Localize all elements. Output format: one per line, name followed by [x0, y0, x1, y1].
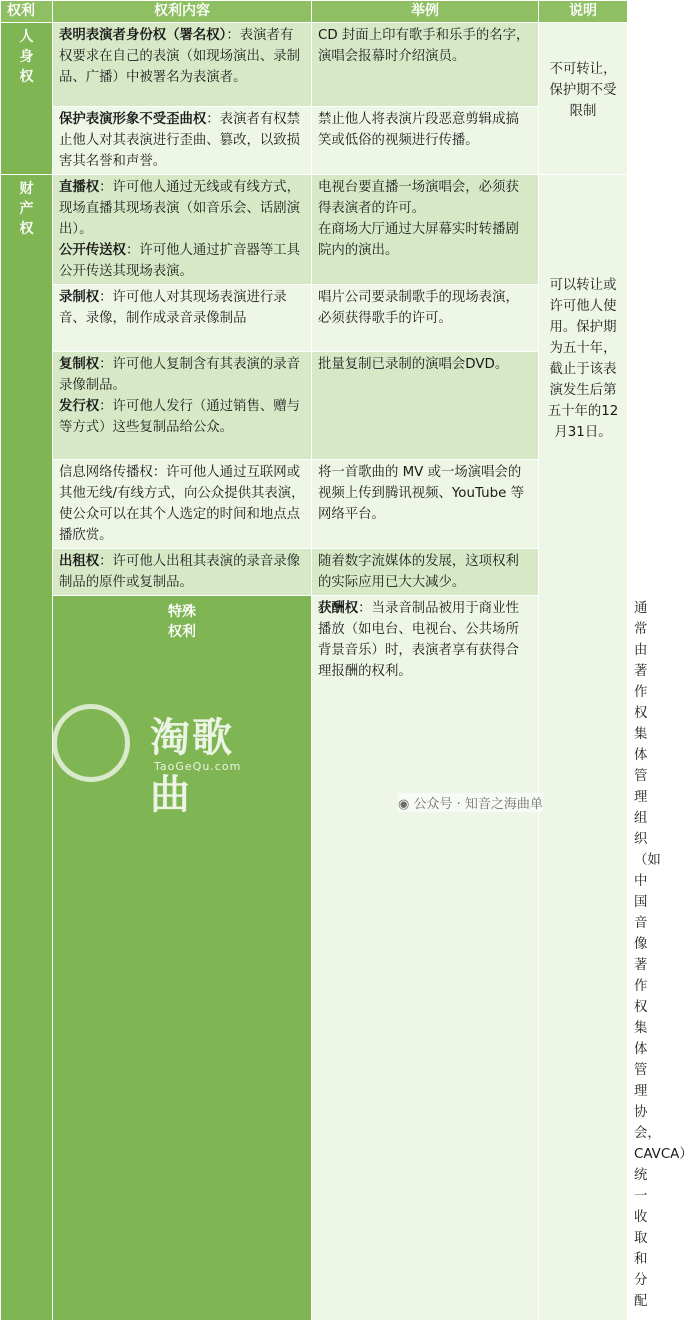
right-content	[53, 352, 312, 460]
right-example: 随着数字流媒体的发展，这项权利的实际应用已大大减少。	[312, 549, 539, 596]
header-note: 说明	[539, 1, 628, 23]
table-row	[1, 352, 628, 460]
table-row	[1, 107, 628, 175]
note-personal	[539, 23, 628, 175]
right-body: ：许可他人对其现场表演进行录音、录像，制作成录音录像制品	[59, 290, 287, 326]
right-example: 唱片公司要录制歌手的现场表演，必须获得歌手的许可。	[312, 285, 539, 352]
table-row	[1, 23, 628, 107]
example-text: 电视台要直播一场演唱会，必须获得表演者的许可。	[318, 180, 519, 216]
right-body: ：许可他人通过扩音器等工具公开传送其现场表演。	[59, 243, 301, 279]
right-title: 发行权	[59, 399, 100, 414]
right-content	[53, 107, 312, 175]
header-example: 举例	[312, 1, 539, 23]
table-row	[1, 285, 628, 352]
right-example: 禁止他人将表演片段恶意剪辑成搞笑或低俗的视频进行传播。	[312, 107, 539, 175]
table-row	[1, 549, 628, 596]
right-example: 将一首歌曲的 MV 或一场演唱会的视频上传到腾讯视频、YouTube 等网络平台。	[312, 460, 539, 549]
category-personal: 人 身 权	[1, 23, 53, 175]
header-rights: 权利	[1, 1, 53, 23]
right-example	[312, 175, 539, 285]
right-body: ：当录音制品被用于商业性播放（如电台、电视台、公共场所背景音乐）时，表演者享有获得合理报酬的权利。	[318, 601, 519, 679]
table-row	[1, 460, 628, 549]
right-content	[53, 285, 312, 352]
right-content: 信息网络传播权：许可他人通过互联网或其他无线/有线方式，向公众提供其表演，使公众可以在其个人选定的时间和地点点播欣赏。	[53, 460, 312, 549]
right-title: 公开传送权	[59, 243, 126, 258]
example-text: 批量复制已录制的演唱会DVD。	[318, 357, 509, 372]
right-body: ：许可他人通过无线或有线方式，现场直播其现场表演（如音乐会、话剧演出）。	[59, 180, 301, 237]
right-content	[312, 596, 539, 1321]
right-body: ：许可他人出租其表演的录音录像制品的原件或复制品。	[59, 554, 301, 590]
right-title: 出租权	[59, 554, 100, 569]
header-content: 权利内容	[53, 1, 312, 23]
table-row: 特殊 权利 获酬权：当录音制品被用于商业性播放（如电台、电视台、公共场所背景音乐）时，表演者享有获得合理报酬的权利。 通常由著作权集体管理组织（如中国音像著作权集体管理协会，CAVCA）统一收取和分配	[1, 596, 628, 1321]
category-property: 财 产 权	[1, 175, 53, 1321]
header-row	[1, 1, 628, 23]
right-content	[53, 549, 312, 596]
right-title: 表明表演者身份权（署名权）	[59, 28, 227, 43]
note-property	[539, 175, 628, 1321]
right-body: ：表演者有权禁止他人对其表演进行歪曲、篡改，以致损害其名誉和声誉。	[59, 112, 301, 169]
watermark-brand: 淘歌曲	[150, 715, 234, 818]
right-title: 获酬权	[318, 601, 359, 616]
right-title: 复制权	[59, 357, 100, 372]
category-special: 特殊 权利	[53, 596, 312, 1321]
right-title: 录制权	[59, 290, 100, 305]
right-content	[53, 23, 312, 107]
right-body: ：许可他人复制含有其表演的录音录像制品。	[59, 357, 301, 393]
example-text: 在商场大厅通过大屏幕实时转播剧院内的演出。	[318, 222, 519, 258]
right-body: ：许可他人发行（通过销售、赠与等方式）这些复制品给公众。	[59, 399, 301, 435]
note-text: 可以转让或许可他人使用。保护期为五十年，截止于该表演发生后第五十年的12月31日。	[547, 278, 619, 440]
table-row	[1, 175, 628, 285]
right-title: 保护表演形象不受歪曲权	[59, 112, 207, 127]
account-text: 公众号 · 知音之海曲单	[413, 797, 543, 812]
right-example	[312, 352, 539, 460]
note-text: 不可转让，保护期不受限制	[549, 62, 617, 119]
right-content	[53, 175, 312, 285]
right-example: CD 封面上印有歌手和乐手的名字，演唱会报幕时介绍演员。	[312, 23, 539, 107]
wechat-icon: ◉	[398, 797, 410, 812]
watermark-url: TaoGeQu.com	[154, 760, 242, 773]
account-watermark	[398, 793, 543, 812]
right-body: ：表演者有权要求在自己的表演（如现场演出、录制品、广播）中被署名为表演者。	[59, 28, 301, 85]
right-title: 直播权	[59, 180, 100, 195]
